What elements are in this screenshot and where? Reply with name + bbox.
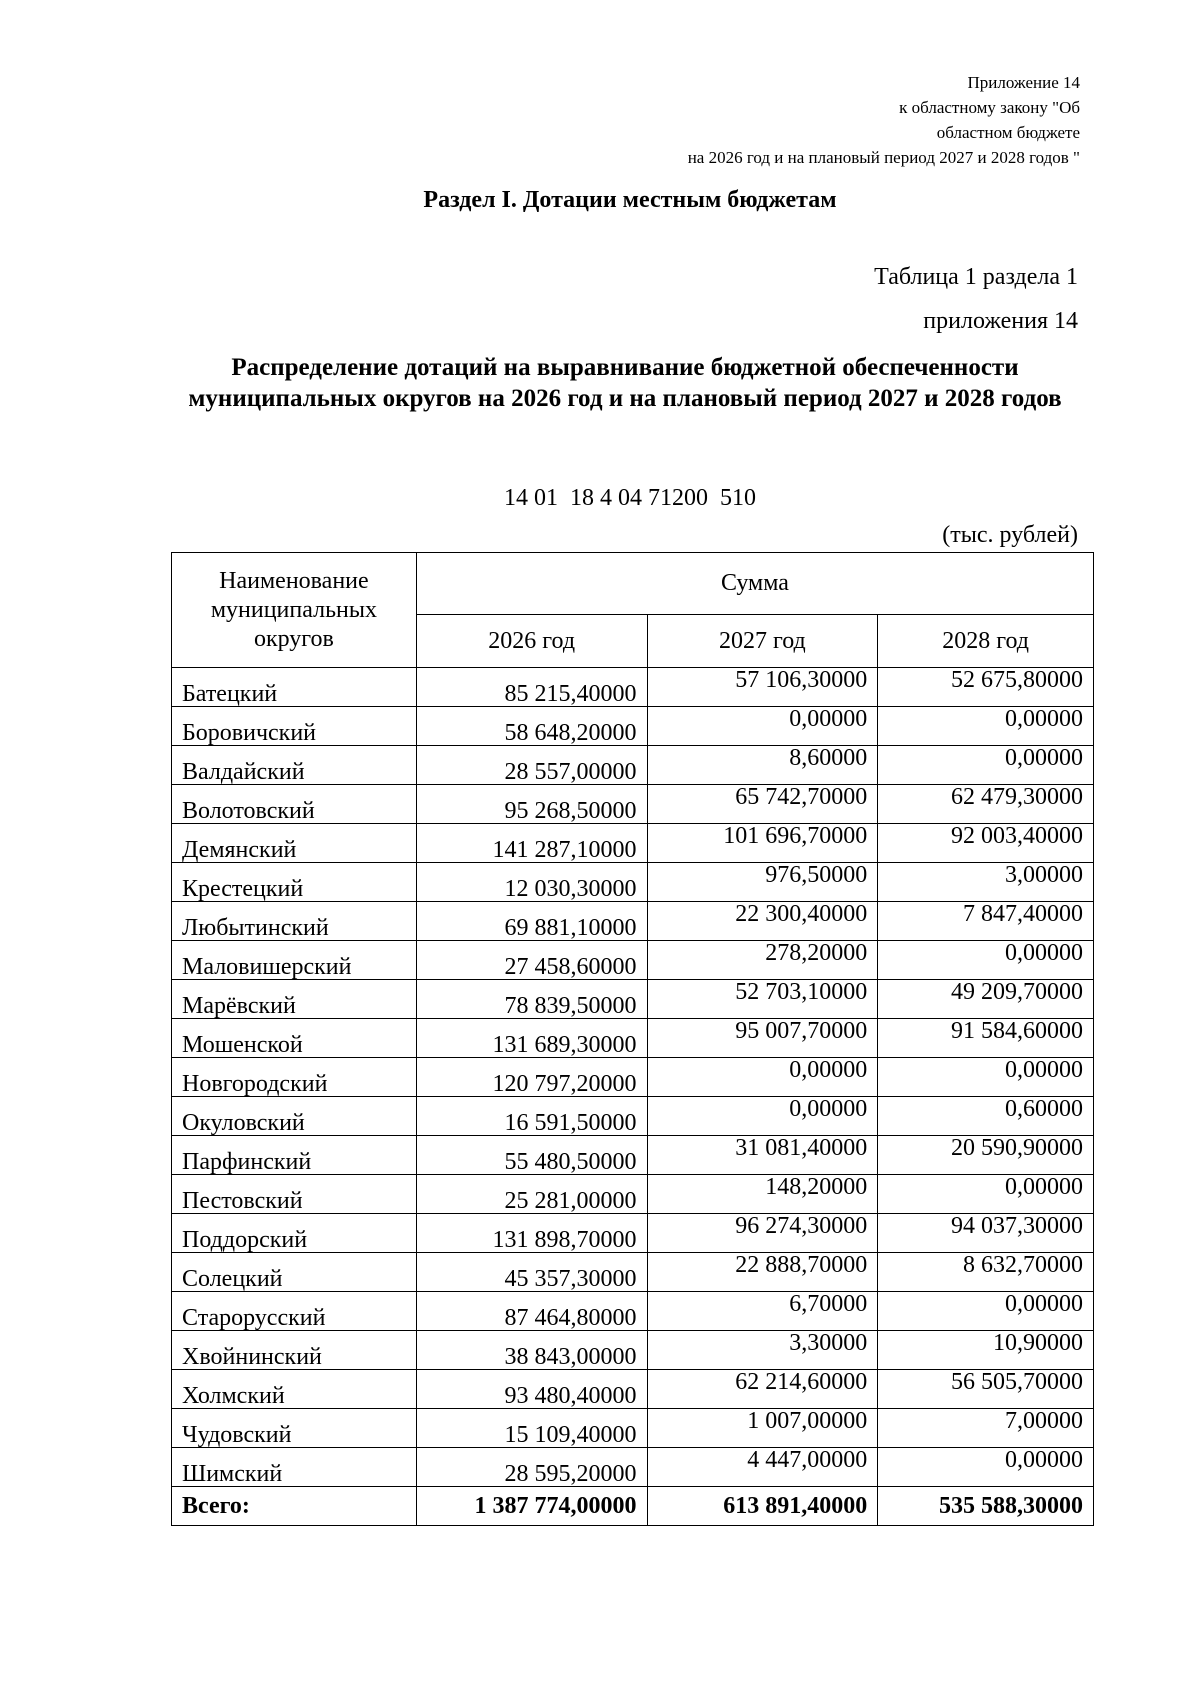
value-2027: 65 742,70000 (647, 785, 878, 824)
value-2026: 85 215,40000 (416, 668, 647, 707)
header-municipality: Наименование муниципальных округов (172, 553, 417, 668)
total-row (172, 1487, 1094, 1526)
table-row (172, 1448, 1094, 1487)
municipality-name: Боровичский (172, 707, 417, 746)
value-2026: 78 839,50000 (416, 980, 647, 1019)
municipality-name: Шимский (172, 1448, 417, 1487)
municipality-name: Старорусский (172, 1292, 417, 1331)
value-2028: 0,00000 (878, 746, 1094, 785)
table-ref-line-2: приложения 14 (923, 308, 1078, 334)
value-2026: 38 843,00000 (416, 1331, 647, 1370)
value-2028: 3,00000 (878, 863, 1094, 902)
table-row (172, 1331, 1094, 1370)
value-2026: 69 881,10000 (416, 902, 647, 941)
municipality-name: Парфинский (172, 1136, 417, 1175)
value-2028: 7 847,40000 (878, 902, 1094, 941)
value-2028: 7,00000 (878, 1409, 1094, 1448)
value-2026: 16 591,50000 (416, 1097, 647, 1136)
value-2028: 94 037,30000 (878, 1214, 1094, 1253)
table-row (172, 1175, 1094, 1214)
value-2026: 58 648,20000 (416, 707, 647, 746)
value-2028: 91 584,60000 (878, 1019, 1094, 1058)
header-row (172, 553, 1094, 615)
value-2027: 52 703,10000 (647, 980, 878, 1019)
value-2028: 0,00000 (878, 1058, 1094, 1097)
value-2028: 0,00000 (878, 1448, 1094, 1487)
municipality-name: Батецкий (172, 668, 417, 707)
municipality-name: Маловишерский (172, 941, 417, 980)
value-2026: 27 458,60000 (416, 941, 647, 980)
section-title: Раздел I. Дотации местным бюджетам (423, 187, 837, 213)
appendix-line-4: на 2026 год и на плановый период 2027 и 2028 годов " (687, 148, 1080, 167)
municipality-name: Новгородский (172, 1058, 417, 1097)
table-row (172, 1019, 1094, 1058)
value-2027: 31 081,40000 (647, 1136, 878, 1175)
header-year-2028: 2028 год (878, 615, 1094, 668)
appendix-note (688, 70, 1080, 170)
appendix-line-1: Приложение 14 (967, 73, 1080, 92)
table-row (172, 668, 1094, 707)
value-2026: 93 480,40000 (416, 1370, 647, 1409)
value-2027: 95 007,70000 (647, 1019, 878, 1058)
value-2027: 57 106,30000 (647, 668, 878, 707)
header-year-2026: 2026 год (416, 615, 647, 668)
value-2027: 1 007,00000 (647, 1409, 878, 1448)
value-2028: 62 479,30000 (878, 785, 1094, 824)
table-row (172, 941, 1094, 980)
value-2026: 28 595,20000 (416, 1448, 647, 1487)
table-row (172, 902, 1094, 941)
value-2027: 8,60000 (647, 746, 878, 785)
value-2027: 6,70000 (647, 1292, 878, 1331)
table-row (172, 863, 1094, 902)
value-2026: 45 357,30000 (416, 1253, 647, 1292)
value-2027: 148,20000 (647, 1175, 878, 1214)
municipality-name: Чудовский (172, 1409, 417, 1448)
value-2028: 56 505,70000 (878, 1370, 1094, 1409)
appendix-line-3: областном бюджете (936, 123, 1080, 142)
value-2027: 62 214,60000 (647, 1370, 878, 1409)
municipality-name: Пестовский (172, 1175, 417, 1214)
table-row (172, 1253, 1094, 1292)
value-2027: 0,00000 (647, 707, 878, 746)
total-label: Всего: (172, 1487, 417, 1526)
value-2026: 87 464,80000 (416, 1292, 647, 1331)
municipality-name: Холмский (172, 1370, 417, 1409)
value-2026: 131 689,30000 (416, 1019, 647, 1058)
value-2028: 0,00000 (878, 1292, 1094, 1331)
table-row (172, 824, 1094, 863)
value-2026: 15 109,40000 (416, 1409, 647, 1448)
municipality-name: Валдайский (172, 746, 417, 785)
table-row (172, 1292, 1094, 1331)
value-2026: 120 797,20000 (416, 1058, 647, 1097)
total-2028: 535 588,30000 (878, 1487, 1094, 1526)
municipality-name: Солецкий (172, 1253, 417, 1292)
value-2026: 25 281,00000 (416, 1175, 647, 1214)
total-2026: 1 387 774,00000 (416, 1487, 647, 1526)
municipality-name: Марёвский (172, 980, 417, 1019)
value-2028: 49 209,70000 (878, 980, 1094, 1019)
table-reference (874, 255, 1078, 343)
total-2027: 613 891,40000 (647, 1487, 878, 1526)
value-2027: 22 888,70000 (647, 1253, 878, 1292)
table-row (172, 785, 1094, 824)
municipality-name: Крестецкий (172, 863, 417, 902)
table-ref-line-1: Таблица 1 раздела 1 (874, 264, 1078, 290)
value-2027: 101 696,70000 (647, 824, 878, 863)
table-row (172, 1409, 1094, 1448)
value-2027: 22 300,40000 (647, 902, 878, 941)
budget-classification-code: 14 01 18 4 04 71200 510 (504, 485, 756, 511)
value-2027: 976,50000 (647, 863, 878, 902)
value-2028: 0,00000 (878, 941, 1094, 980)
municipality-name: Окуловский (172, 1097, 417, 1136)
value-2027: 3,30000 (647, 1331, 878, 1370)
value-2026: 131 898,70000 (416, 1214, 647, 1253)
appendix-line-2: к областному закону "Об (899, 98, 1080, 117)
unit-note: (тыс. рублей) (942, 522, 1078, 548)
value-2026: 12 030,30000 (416, 863, 647, 902)
municipality-name: Волотовский (172, 785, 417, 824)
table-row (172, 1214, 1094, 1253)
table-body (172, 668, 1094, 1526)
document-title: Распределение дотаций на выравнивание бюджетной обеспеченности муниципальных округов на 2026 год и на плановый период 2027 и 2028 годов (188, 354, 1062, 412)
table-row (172, 1136, 1094, 1175)
value-2028: 0,60000 (878, 1097, 1094, 1136)
value-2027: 4 447,00000 (647, 1448, 878, 1487)
subsidy-table (171, 552, 1094, 1526)
header-sum: Сумма (416, 553, 1093, 615)
municipality-name: Демянский (172, 824, 417, 863)
value-2027: 278,20000 (647, 941, 878, 980)
value-2028: 0,00000 (878, 1175, 1094, 1214)
table-row (172, 980, 1094, 1019)
value-2026: 141 287,10000 (416, 824, 647, 863)
value-2027: 0,00000 (647, 1097, 878, 1136)
table-row (172, 1058, 1094, 1097)
value-2028: 0,00000 (878, 707, 1094, 746)
municipality-name: Поддорский (172, 1214, 417, 1253)
municipality-name: Хвойнинский (172, 1331, 417, 1370)
table-row (172, 707, 1094, 746)
value-2027: 0,00000 (647, 1058, 878, 1097)
value-2028: 8 632,70000 (878, 1253, 1094, 1292)
value-2028: 20 590,90000 (878, 1136, 1094, 1175)
value-2028: 10,90000 (878, 1331, 1094, 1370)
header-year-2027: 2027 год (647, 615, 878, 668)
value-2028: 92 003,40000 (878, 824, 1094, 863)
value-2028: 52 675,80000 (878, 668, 1094, 707)
table-row (172, 746, 1094, 785)
municipality-name: Мошенской (172, 1019, 417, 1058)
table-row (172, 1370, 1094, 1409)
value-2026: 55 480,50000 (416, 1136, 647, 1175)
municipality-name: Любытинский (172, 902, 417, 941)
value-2027: 96 274,30000 (647, 1214, 878, 1253)
value-2026: 95 268,50000 (416, 785, 647, 824)
table-row (172, 1097, 1094, 1136)
value-2026: 28 557,00000 (416, 746, 647, 785)
